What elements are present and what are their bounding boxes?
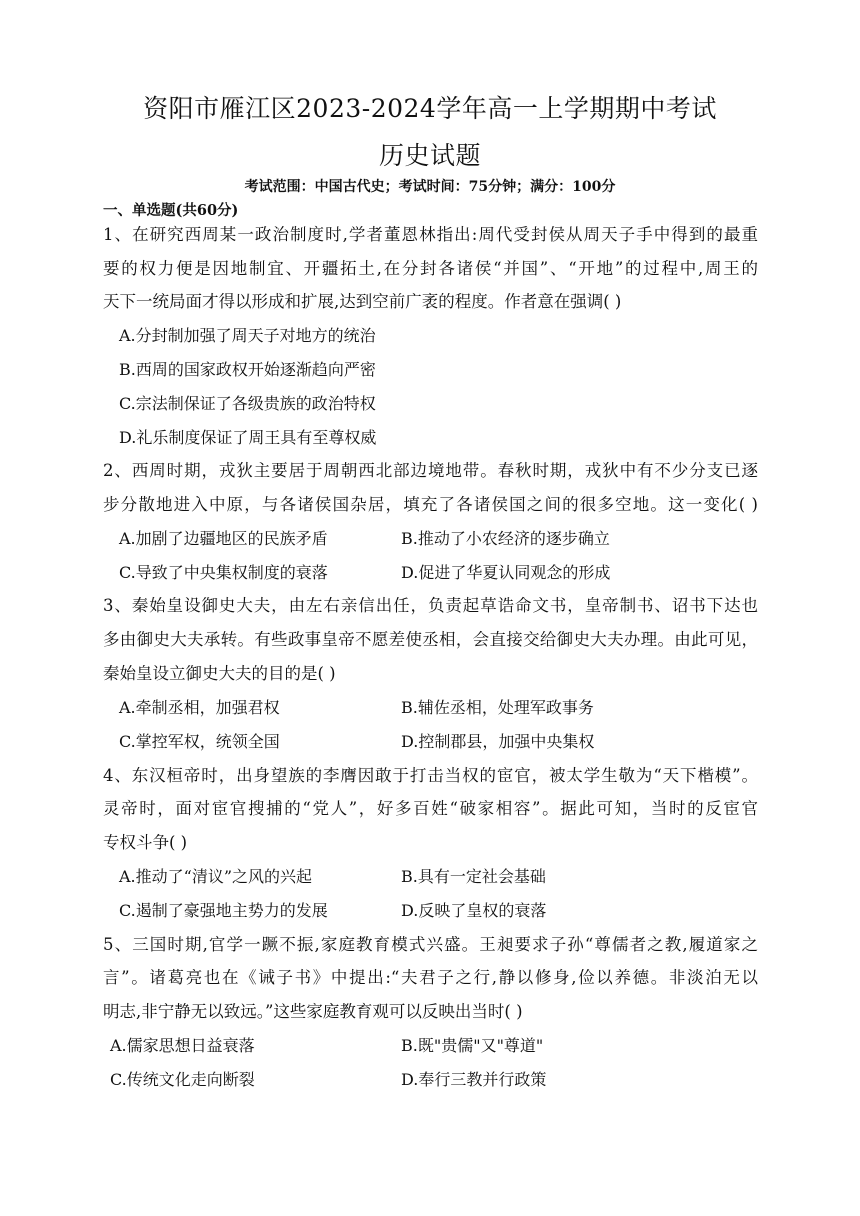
q1-option-b: B.西周的国家政权开始逐渐趋向严密 xyxy=(119,360,376,379)
exam-title: 资阳市雁江区2023-2024学年高一上学期期中考试 xyxy=(143,94,717,123)
q3-stem-line: 秦始皇设立御史大夫的目的是( ) xyxy=(103,664,336,683)
q4-option-d: D.反映了皇权的衰落 xyxy=(401,901,547,920)
q3-option-c: C.掌控军权，统领全国 xyxy=(119,732,280,751)
q1-stem-line: 1、在研究西周某一政治制度时,学者董恩林指出:周代受封侯从周天子手中得到的最重 xyxy=(103,225,758,244)
q3-option-a: A.牵制丞相，加强君权 xyxy=(119,698,280,717)
q5-option-d: D.奉行三教并行政策 xyxy=(401,1070,547,1089)
q2-stem-line: 2、西周时期，戎狄主要居于周朝西北部边境地带。春秋时期，戎狄中有不少分支已逐 xyxy=(103,461,758,480)
q5-option-b: B.既"贵儒"又"尊道" xyxy=(401,1036,544,1055)
q4-option-a: A.推动了“清议”之风的兴起 xyxy=(119,867,313,886)
q4-option-b: B.具有一定社会基础 xyxy=(401,867,546,886)
q3-option-d: D.控制郡县，加强中央集权 xyxy=(401,732,595,751)
q5-stem-line: 言”。诸葛亮也在《诫子书》中提出:“夫君子之行,静以修身,俭以养德。非淡泊无以 xyxy=(103,968,758,987)
q2-option-d: D.促进了华夏认同观念的形成 xyxy=(401,563,611,582)
q1-option-c: C.宗法制保证了各级贵族的政治特权 xyxy=(119,394,376,413)
q2-stem-line: 步分散地进入中原，与各诸侯国杂居，填充了各诸侯国之间的很多空地。这一变化( ) xyxy=(103,495,758,514)
q4-stem-line: 专权斗争( ) xyxy=(103,833,188,852)
q2-option-c: C.导致了中央集权制度的衰落 xyxy=(119,563,328,582)
q1-stem-line: 要的权力便是因地制宜、开疆拓土,在分封各诸侯“并国”、“开地”的过程中,周王的 xyxy=(103,259,758,278)
q2-option-b: B.推动了小农经济的逐步确立 xyxy=(401,529,610,548)
q1-option-a: A.分封制加强了周天子对地方的统治 xyxy=(119,326,376,345)
exam-info: 考试范围：中国古代史；考试时间：75分钟；满分：100分 xyxy=(244,179,616,195)
q5-stem-line: 5、三国时期,官学一蹶不振,家庭教育模式兴盛。王昶要求子孙“尊儒者之教,履道家之 xyxy=(103,935,758,954)
q5-stem-line: 明志,非宁静无以致远。”这些家庭教育观可以反映出当时( ) xyxy=(103,1002,523,1021)
q3-stem-line: 多由御史大夫承转。有些政事皇帝不愿差使丞相，会直接交给御史大夫办理。由此可见， xyxy=(103,630,758,649)
q2-option-a: A.加剧了边疆地区的民族矛盾 xyxy=(119,529,328,548)
q4-stem-line: 4、东汉桓帝时，出身望族的李膺因敢于打击当权的宦官，被太学生敬为“天下楷模”。 xyxy=(103,766,758,785)
q5-option-c: C.传统文化走向断裂 xyxy=(110,1070,255,1089)
q3-option-b: B.辅佐丞相，处理军政事务 xyxy=(401,698,594,717)
section-heading: 一、单选题(共60分) xyxy=(103,202,239,219)
q1-stem-line: 天下一统局面才得以形成和扩展,达到空前广袤的程度。作者意在强调( ) xyxy=(103,292,622,311)
q4-option-c: C.遏制了豪强地主势力的发展 xyxy=(119,901,328,920)
q1-option-d: D.礼乐制度保证了周王具有至尊权威 xyxy=(119,428,377,447)
exam-subject-title: 历史试题 xyxy=(378,141,481,170)
q3-stem-line: 3、秦始皇设御史大夫，由左右亲信出任，负责起草诰命文书，皇帝制书、诏书下达也 xyxy=(103,596,758,615)
q5-option-a: A.儒家思想日益衰落 xyxy=(110,1036,255,1055)
q4-stem-line: 灵帝时，面对宦官搜捕的“党人”，好多百姓“破家相容”。据此可知，当时的反宦官 xyxy=(103,799,758,818)
